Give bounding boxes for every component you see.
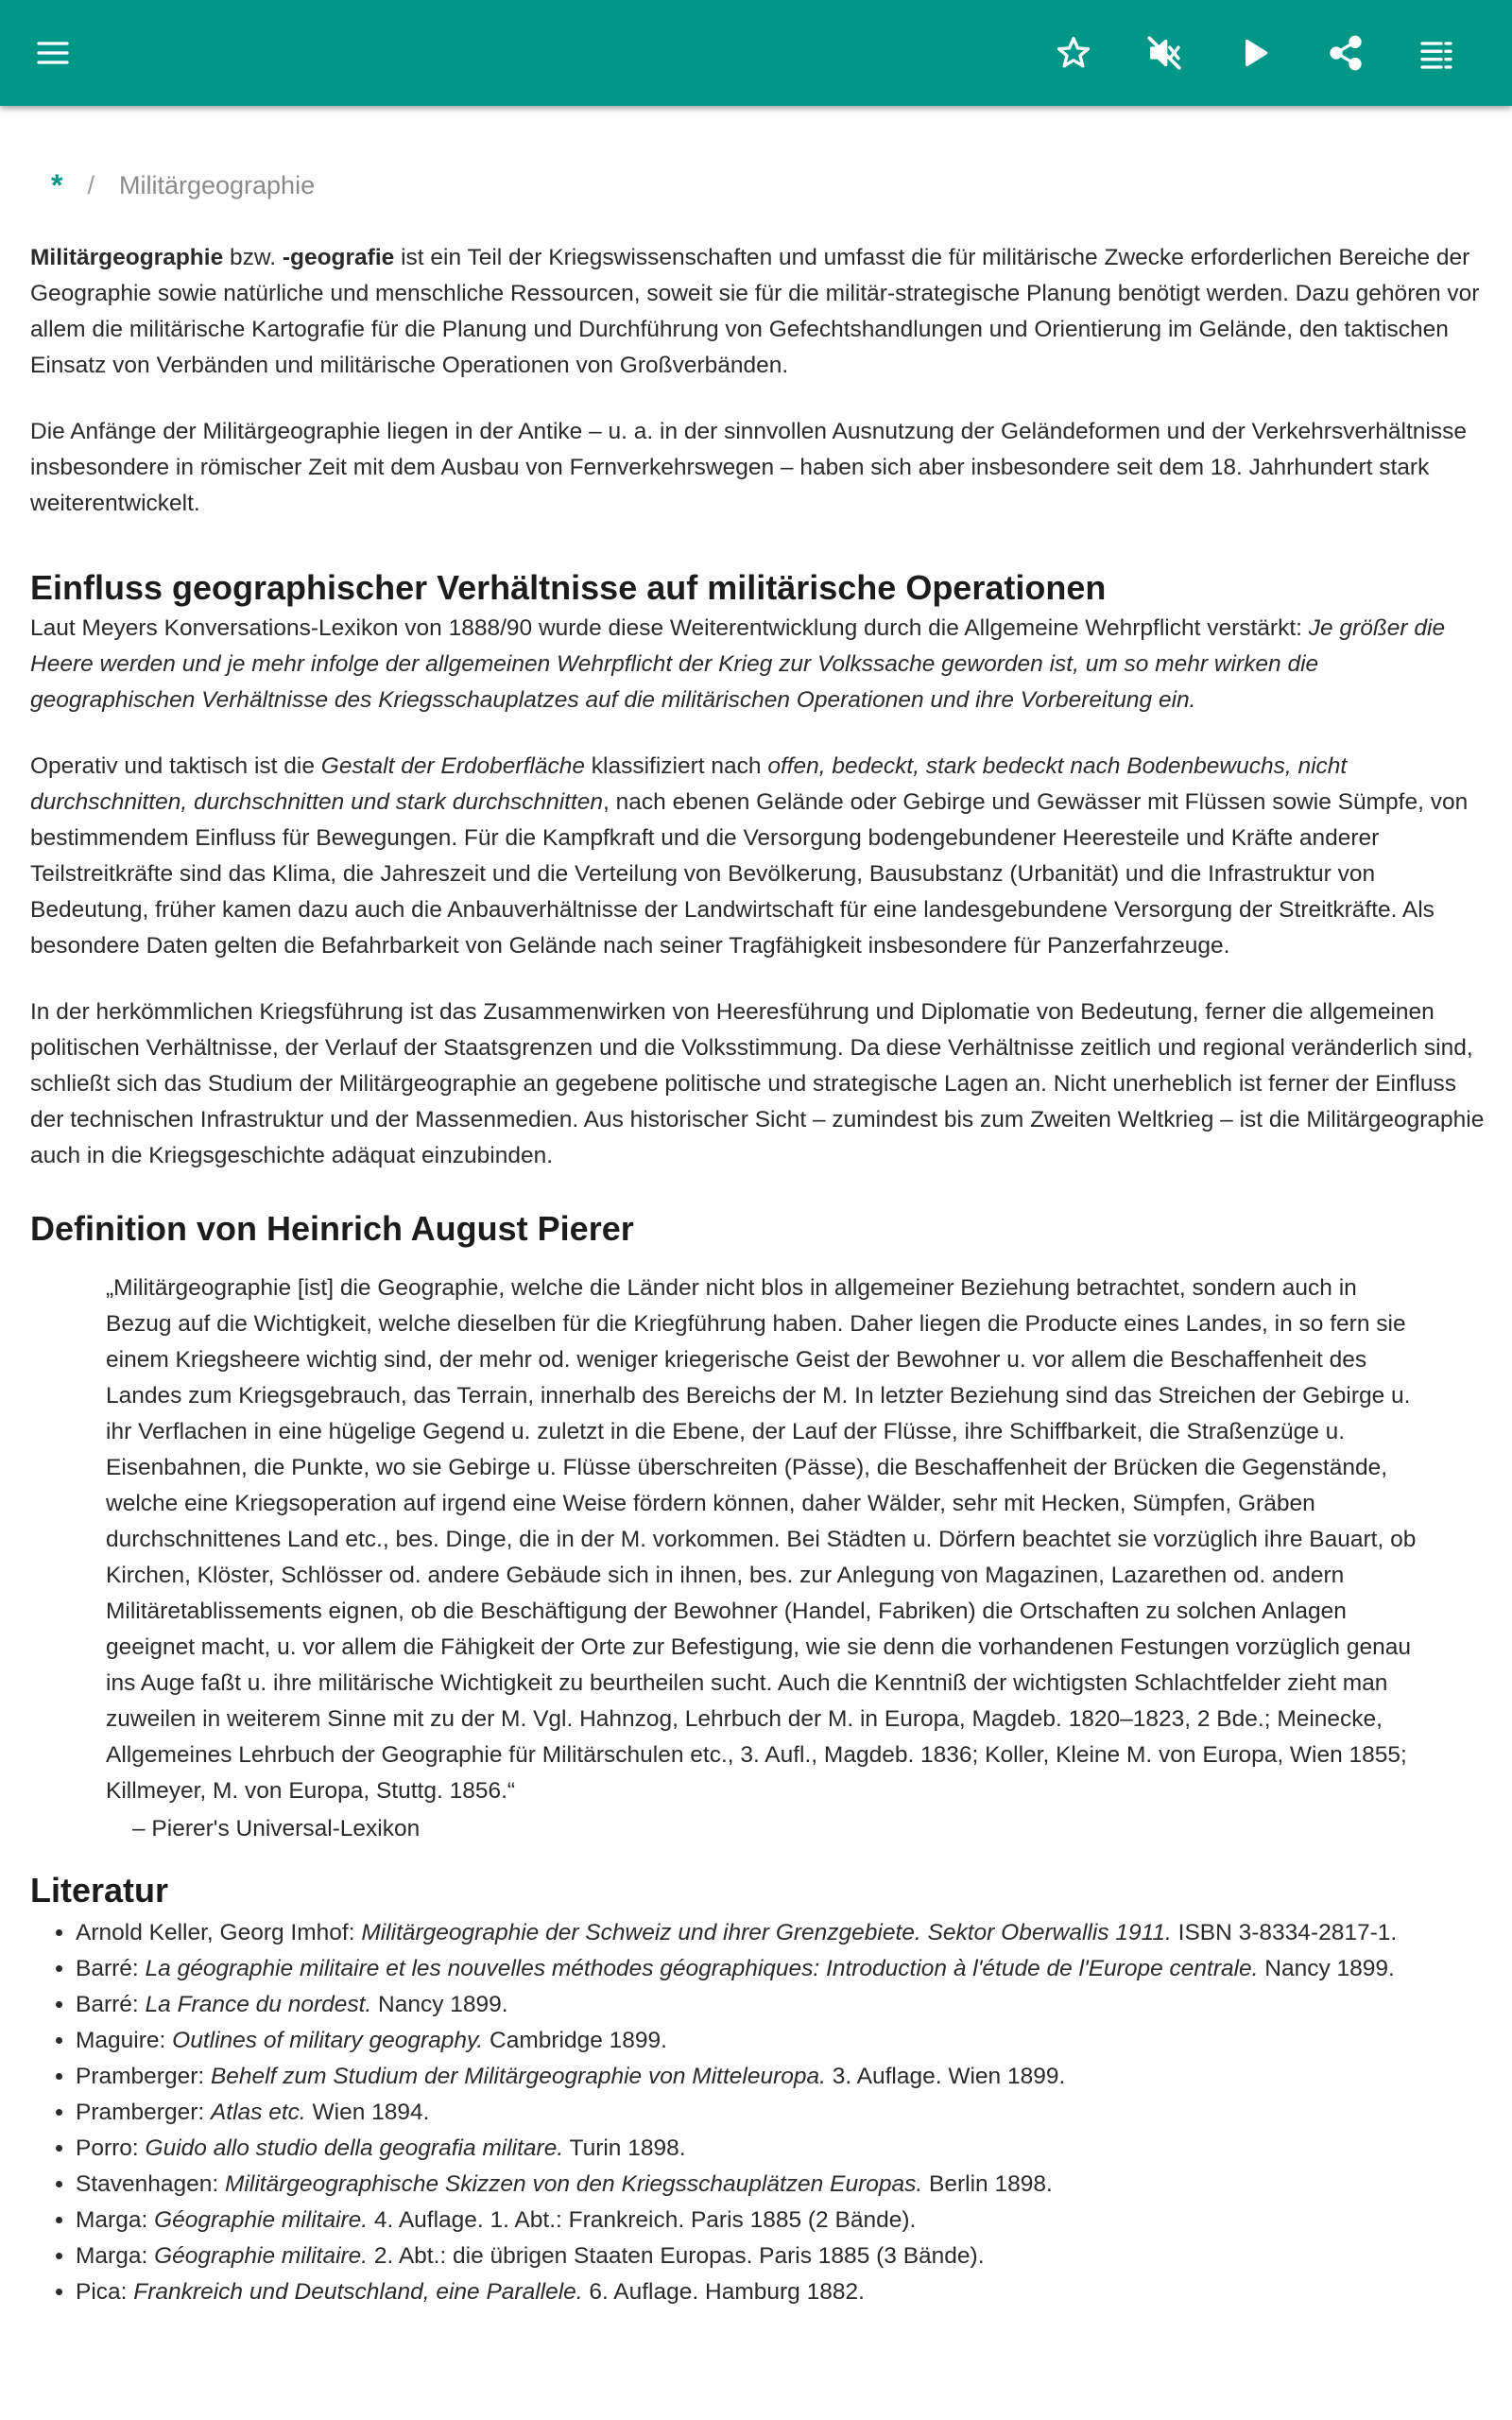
- literature-title: Guido allo studio della geografia militare.: [145, 2135, 564, 2161]
- literature-author: Porro:: [76, 2135, 146, 2161]
- literature-title: Militärgeographische Skizzen von den Kriegsschauplätzen Europas.: [225, 2171, 923, 2197]
- section-heading-definition: Definition von Heinrich August Pierer: [30, 1209, 634, 1248]
- section1-p2-b: Gestalt der Erdoberfläche: [320, 753, 585, 779]
- literature-title: Géographie militaire.: [154, 2207, 369, 2233]
- literature-details: Cambridge 1899.: [483, 2028, 667, 2053]
- favorite-button[interactable]: [1047, 26, 1100, 79]
- section1-p1-quote: Je größer die Heere werden und je mehr infolge der allgemeinen Wehrpflicht der Krieg zur Volkssache geworden ist, um so mehr wirken die geographischen Verhältnisse des Kriegsschauplatzes auf die militärischen Operationen und ihre Vorbereitung ein.: [30, 615, 1446, 713]
- literature-item: [76, 2238, 1486, 2274]
- literature-title: La France du nordest.: [145, 1992, 372, 2017]
- literature-author: Pramberger:: [76, 2100, 211, 2125]
- app-toolbar: [0, 0, 1512, 106]
- mute-button[interactable]: [1138, 26, 1191, 79]
- section1-p2-a: Operativ und taktisch ist die: [30, 753, 321, 779]
- literature-author: Arnold Keller, Georg Imhof:: [76, 1920, 362, 1945]
- literature-author: Maguire:: [76, 2028, 173, 2053]
- literature-details: 2. Abt.: die übrigen Staaten Europas. Paris 1885 (3 Bände).: [368, 2243, 985, 2269]
- share-icon: [1327, 34, 1365, 72]
- breadcrumb-separator: /: [87, 170, 94, 199]
- share-button[interactable]: [1319, 26, 1372, 79]
- intro-term-alt: -geografie: [282, 245, 395, 270]
- volume-off-icon: [1145, 34, 1183, 72]
- section1-p1-text: Laut Meyers Konversations-Lexikon von 1888/90 wurde diese Weiterentwicklung durch die Allgemeine Wehrpflicht verstärkt:: [30, 615, 1309, 641]
- literature-details: 4. Auflage. 1. Abt.: Frankreich. Paris 1885 (2 Bände).: [368, 2207, 917, 2233]
- literature-author: Barré:: [76, 1992, 146, 2017]
- literature-details: Wien 1894.: [305, 2100, 430, 2125]
- section1-paragraph-1: [30, 611, 1486, 718]
- literature-title: Outlines of military geography.: [172, 2028, 484, 2053]
- menu-button[interactable]: [26, 26, 79, 79]
- literature-details: Nancy 1899.: [371, 1992, 508, 2017]
- literature-author: Marga:: [76, 2207, 155, 2233]
- play-button[interactable]: [1228, 26, 1281, 79]
- literature-item: [76, 2274, 1486, 2310]
- literature-list: [30, 1915, 1486, 2310]
- literature-author: Barré:: [76, 1956, 146, 1981]
- intro-connector: bzw.: [223, 245, 283, 270]
- intro-text: ist ein Teil der Kriegswissenschaften und umfasst die für militärische Zwecke erforderlichen Bereiche der Geographie sowie natürliche und menschliche Ressourcen, soweit sie für die militär-strategische Planung benötigt werden. Dazu gehören vor allem die militärische Kartografie für die Planung und Durchführung von Gefechtshandlungen und Orientierung im Gelände, den taktischen Einsatz von Verbänden und militärische Operationen von Großverbänden.: [30, 245, 1480, 378]
- hamburger-menu-icon: [34, 34, 72, 72]
- breadcrumb: [51, 168, 1486, 202]
- section-heading-einfluss: Einfluss geographischer Verhältnisse auf militärische Operationen: [30, 568, 1107, 607]
- literature-details: Turin 1898.: [563, 2135, 686, 2161]
- literature-item: [76, 1915, 1486, 1951]
- literature-title: Frankreich und Deutschland, eine Parallele.: [133, 2279, 583, 2305]
- quote-citation: – Pierer's Universal-Lexikon: [132, 1816, 421, 1841]
- breadcrumb-current: Militärgeographie: [118, 170, 316, 199]
- star-outline-icon: [1055, 34, 1092, 72]
- section1-paragraph-3: In der herkömmlichen Kriegsführung ist das Zusammenwirken von Heeresführung und Diplomatie von Bedeutung, ferner die allgemeinen politischen Verhältnisse, der Verlauf der Staatsgrenzen und die Volksstimmung. Da diese Verhältnisse zeitlich und regional veränderlich sind, schließt sich das Studium der Militärgeographie an gegebene politische und strategische Lagen an. Nicht unerheblich ist ferner der Einfluss der technischen Infrastruktur und der Massenmedien. Aus historischer Sicht – zumindest bis zum Zweiten Weltkrieg – ist die Militärgeographie auch in die Kriegsgeschichte adäquat einzubinden.: [30, 999, 1485, 1168]
- toc-list-icon: [1418, 34, 1455, 72]
- section1-p2-d: offen, bedeckt, stark bedeckt nach Bodenbewuchs, nicht durchschnitten, durchschnitten und stark durchschnitten: [30, 753, 1348, 815]
- intro-paragraph-2: Die Anfänge der Militärgeographie liegen in der Antike – u. a. in der sinnvollen Ausnutzung der Geländeformen und der Verkehrsverhältnisse insbesondere in römischer Zeit mit dem Ausbau von Fernverkehrswegen – haben sich aber insbesondere seit dem 18. Jahrhundert stark weiterentwickelt.: [30, 419, 1467, 516]
- section-heading-literatur: Literatur: [30, 1871, 169, 1910]
- literature-author: Marga:: [76, 2243, 155, 2269]
- literature-title: Géographie militaire.: [154, 2243, 369, 2269]
- literature-title: Atlas etc.: [210, 2100, 306, 2125]
- literature-author: Pica:: [76, 2279, 134, 2305]
- section1-p2-c: klassifiziert nach: [584, 753, 768, 779]
- literature-details: 3. Auflage. Wien 1899.: [825, 2064, 1066, 2089]
- literature-item: [76, 2203, 1486, 2238]
- literature-item: [76, 2023, 1486, 2059]
- literature-item: [76, 1987, 1486, 2023]
- literature-title: La géographie militaire et les nouvelles méthodes géographiques: Introduction à l'étude de l'Europe centrale.: [145, 1956, 1259, 1981]
- literature-item: [76, 2131, 1486, 2167]
- intro-paragraph-1: [30, 240, 1486, 384]
- literature-item: [76, 2167, 1486, 2203]
- section1-p2-e: , nach ebenen Gelände oder Gebirge und Gewässer mit Flüssen sowie Sümpfe, von bestimmendem Einfluss für Bewegungen. Für die Kampfkraft und die Versorgung bodengebundener Heeresteile und Kräfte anderer Teilstreitkräfte sind das Klima, die Jahreszeit und die Verteilung von Bevölkerung, Bausubstanz (Urbanität) und die Infrastruktur von Bedeutung, früher kamen dazu auch die Anbauverhältnisse der Landwirtschaft für eine landesgebundene Versorgung der Streitkräfte. Als besondere Daten gelten die Befahrbarkeit von Gelände nach seiner Tragfähigkeit insbesondere für Panzerfahrzeuge.: [30, 789, 1469, 959]
- intro-term: Militärgeographie: [30, 245, 224, 270]
- table-of-contents-button[interactable]: [1410, 26, 1463, 79]
- literature-author: Stavenhagen:: [76, 2171, 226, 2197]
- literature-item: [76, 2095, 1486, 2131]
- play-icon: [1236, 34, 1274, 72]
- article-content: [30, 106, 1486, 2310]
- literature-item: [76, 2059, 1486, 2095]
- literature-title: Behelf zum Studium der Militärgeographie von Mitteleuropa.: [210, 2064, 826, 2089]
- pierer-quote: „Militärgeographie [ist] die Geographie, welche die Länder nicht blos in allgemeiner Beziehung betrachtet, sondern auch in Bezug auf die Wichtigkeit, welche dieselben für die Kriegführung haben. Daher liegen die Producte eines Landes, in so fern sie einem Kriegsheere wichtig sind, der mehr od. weniger kriegerische Geist der Bewohner u. vor allem die Beschaffenheit des Landes zum Kriegsgebrauch, das Terrain, innerhalb des Bereichs der M. In letzter Beziehung sind das Streichen der Gebirge u. ihr Verflachen in eine hügelige Gegend u. zuletzt in die Ebene, der Lauf der Flüsse, ihre Schiffbarkeit, die Straßenzüge u. Eisenbahnen, die Punkte, wo sie Gebirge u. Flüsse überschreiten (Pässe), die Beschaffenheit der Brücken die Gegenstände, welche eine Kriegsoperation auf irgend eine Weise fördern können, daher Wälder, sehr mit Hecken, Sümpfen, Gräben durchschnittenes Land etc., bes. Dinge, die in der M. vorkommen. Bei Städten u. Dörfern beachtet sie vorzüglich ihre Bauart, ob Kirchen, Klöster, Schlösser od. andere Gebäude sich in ihnen, bes. zur Anlegung von Magazinen, Lazarethen od. andern Militäretablissements eignen, ob die Beschäftigung der Bewohner (Handel, Fabriken) die Ortschaften zu solchen Anlagen geeignet macht, u. vor allem die Fähigkeit der Orte zur Befestigung, wie sie denn die vorhandenen Festungen vorzüglich genau ins Auge faßt u. ihre militärische Wichtigkeit zu beurtheilen sucht. Auch die Kenntniß der wichtigsten Schlachtfelder zieht man zuweilen in weiterem Sinne mit zu der M. Vgl. Hahnzog, Lehrbuch der M. in Europa, Magdeb. 1820–1823, 2 Bde.; Meinecke, Allgemeines Lehrbuch der Geographie für Militärschulen etc., 3. Aufl., Magdeb. 1836; Koller, Kleine M. von Europa, Wien 1855; Killmeyer, M. von Europa, Stuttg. 1856.“: [106, 1275, 1417, 1804]
- literature-details: ISBN 3-8334-2817-1.: [1171, 1920, 1398, 1945]
- literature-details: Berlin 1898.: [922, 2171, 1053, 2197]
- literature-details: Nancy 1899.: [1258, 1956, 1395, 1981]
- literature-item: [76, 1951, 1486, 1987]
- literature-author: Pramberger:: [76, 2064, 211, 2089]
- breadcrumb-home-link[interactable]: *: [51, 167, 63, 202]
- literature-title: Militärgeographie der Schweiz und ihrer Grenzgebiete. Sektor Oberwallis 1911.: [361, 1920, 1172, 1945]
- literature-details: 6. Auflage. Hamburg 1882.: [582, 2279, 865, 2305]
- section1-paragraph-2: [30, 749, 1486, 964]
